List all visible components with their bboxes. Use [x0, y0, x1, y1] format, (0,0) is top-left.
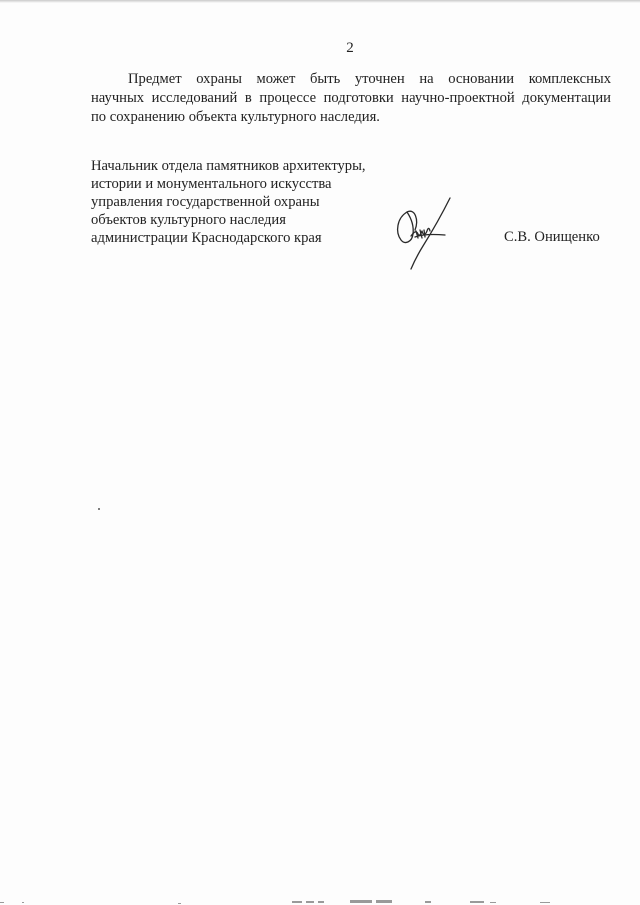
- paragraph-line: Предмет охраны может быть уточнен на основании комплексных: [128, 71, 611, 87]
- position-line: объектов культурного наследия: [91, 212, 286, 228]
- paragraph-line: по сохранению объекта культурного наследия.: [91, 109, 380, 125]
- position-line: управления государственной охраны: [91, 194, 320, 210]
- position-line: истории и монументального искусства: [91, 176, 332, 192]
- signatory-position: [91, 157, 391, 247]
- position-line: Начальник отдела памятников архитектуры,: [91, 158, 366, 174]
- page-number: 2: [346, 40, 354, 56]
- scan-edge: [0, 0, 640, 3]
- scan-bottom-marks: [0, 893, 640, 905]
- handwritten-signature: [385, 190, 460, 270]
- paragraph-line: научных исследований в процессе подготовки научно-проектной документации: [91, 90, 611, 106]
- position-line: администрации Краснодарского края: [91, 230, 322, 246]
- body-paragraph: [91, 70, 611, 127]
- scan-speck: [98, 508, 100, 510]
- signer-name: С.В. Онищенко: [504, 229, 600, 245]
